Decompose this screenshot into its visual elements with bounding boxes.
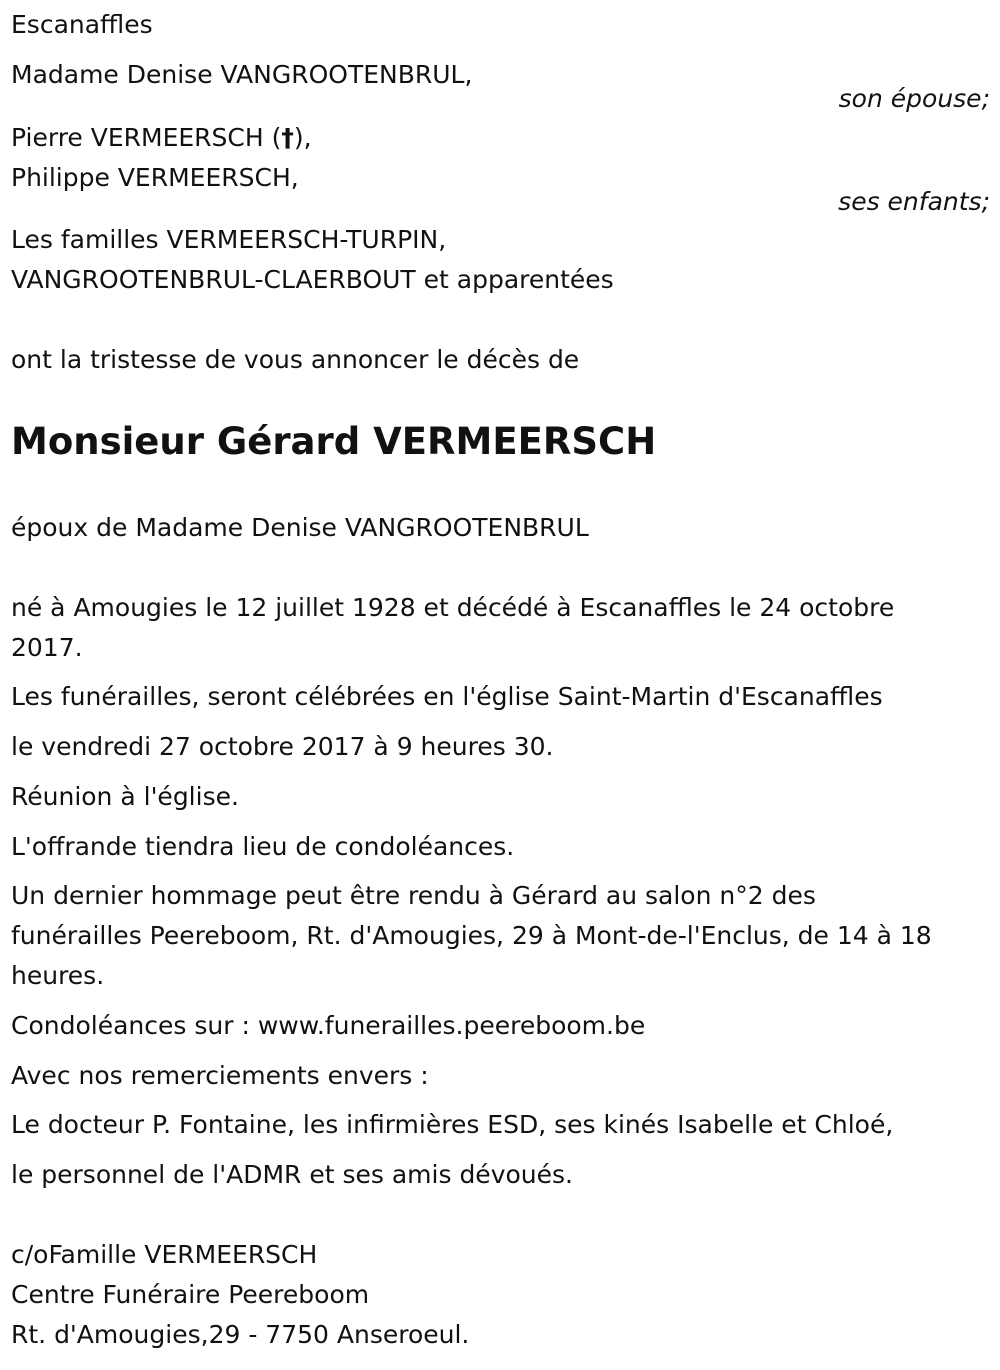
contact-line-2: Centre Funéraire Peereboom	[11, 1280, 370, 1309]
contact-line-1: c/oFamille VERMEERSCH	[11, 1240, 318, 1269]
child-1-suffix: ),	[293, 123, 312, 152]
spouse-name: Madame Denise VANGROOTENBRUL,	[11, 60, 473, 89]
tribute-line-1: Un dernier hommage peut être rendu à Gérard au salon n°2 des	[11, 881, 816, 910]
child-2-name: Philippe VERMEERSCH,	[11, 163, 299, 192]
condolences-link: Condoléances sur : www.funerailles.peereboom.be	[11, 1011, 646, 1040]
thanks-line-1: Le docteur P. Fontaine, les infirmières ESD, ses kinés Isabelle et Chloé,	[11, 1110, 894, 1139]
thanks-line-2: le personnel de l'ADMR et ses amis dévoués.	[11, 1160, 573, 1189]
families-line-1: Les familles VERMEERSCH-TURPIN,	[11, 225, 447, 254]
meeting: Réunion à l'église.	[11, 782, 239, 811]
thanks-intro: Avec nos remerciements envers :	[11, 1061, 429, 1090]
dates-line-2: 2017.	[11, 633, 83, 662]
funeral-line-1: Les funérailles, seront célébrées en l'église Saint-Martin d'Escanaffles	[11, 682, 883, 711]
families-line-2: VANGROOTENBRUL-CLAERBOUT et apparentées	[11, 265, 614, 294]
tribute-line-3: heures.	[11, 961, 105, 990]
child-1-name	[11, 118, 312, 158]
child-1-name-text: Pierre VERMEERSCH (	[11, 123, 282, 152]
funeral-line-2: le vendredi 27 octobre 2017 à 9 heures 30.	[11, 732, 554, 761]
location-header: Escanaffles	[11, 10, 153, 39]
announcement: ont la tristesse de vous annoncer le décès de	[11, 345, 580, 374]
offering: L'offrande tiendra lieu de condoléances.	[11, 832, 515, 861]
cross-icon: †	[281, 123, 294, 152]
dates-line-1: né à Amougies le 12 juillet 1928 et décédé à Escanaffles le 24 octobre	[11, 593, 895, 622]
deceased-name: Monsieur Gérard VERMEERSCH	[11, 420, 657, 463]
spouse-of: époux de Madame Denise VANGROOTENBRUL	[11, 513, 589, 542]
tribute-line-2: funérailles Peereboom, Rt. d'Amougies, 29 à Mont-de-l'Enclus, de 14 à 18	[11, 921, 932, 950]
contact-line-3: Rt. d'Amougies,29 - 7750 Anseroeul.	[11, 1320, 470, 1349]
children-role: ses enfants;	[838, 187, 990, 216]
spouse-role: son épouse;	[838, 84, 990, 113]
